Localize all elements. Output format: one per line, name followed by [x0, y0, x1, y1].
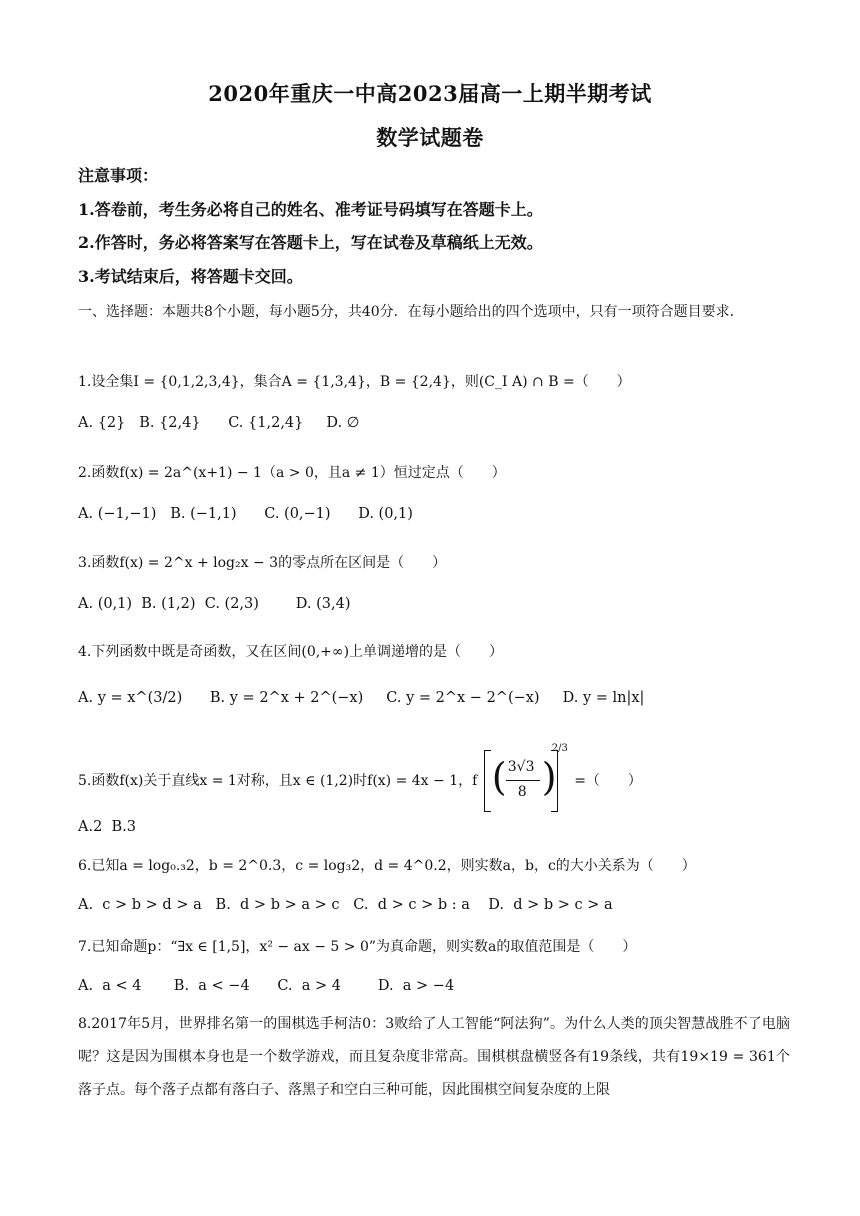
- question-7-options: A. a < 4 B. a < −4 C. a > 4 D. a > −4: [78, 978, 455, 994]
- question-1-stem: 1.设全集I = {0,1,2,3,4}，集合A = {1,3,4}，B = {2,4}，则(C_I A) ∩ B =（ ）: [78, 374, 631, 390]
- section-intro: 一、选择题：本题共8个小题，每小题5分，共40分．在每小题给出的四个选项中，只有一项符合题目要求．: [78, 304, 744, 320]
- question-1-options: A. {2} B. {2,4} C. {1,2,4} D. ∅: [78, 415, 360, 431]
- exam-subtitle: 数学试题卷: [376, 125, 484, 150]
- question-6-stem: 6.已知a = log₀.₃2，b = 2^0.3，c = log₃2，d = 4^0.2，则实数a，b，c的大小关系为（ ）: [78, 858, 696, 874]
- exam-title: 2020年重庆一中高2023届高一上期半期考试: [208, 81, 652, 106]
- notice-item-3: 3.考试结束后，将答题卡交回。: [78, 267, 303, 286]
- question-5-stem: [78, 743, 642, 812]
- question-4-options: A. y = x^(3/2) B. y = 2^x + 2^(−x) C. y = 2^x − 2^(−x) D. y = ln|x|: [78, 690, 645, 706]
- question-2-stem: 2.函数f(x) = 2a^(x+1) − 1（a > 0，且a ≠ 1）恒过定点（ ）: [78, 465, 506, 481]
- notice-item-2: 2.作答时，务必将答案写在答题卡上，写在试卷及草稿纸上无效。: [78, 233, 543, 252]
- left-bracket: [484, 750, 491, 812]
- question-5-stem-after: =（ ）: [574, 773, 642, 789]
- notice-item-1: 1.答卷前，考生务必将自己的姓名、准考证号码填写在答题卡上。: [78, 200, 543, 219]
- right-paren: ): [541, 755, 557, 799]
- question-8-stem: 8.2017年5月，世界排名第一的围棋选手柯洁0：3败给了人工智能“阿法狗”。为什么人类的顶尖智慧战胜不了电脑呢？这是因为围棋本身也是一个数学游戏，而且复杂度非常高。围棋棋盘横竖各有19条线，共有19×19 = 361个落子点。每个落子点都有落白子、落黑子和空白三种可能，因此围棋空间复杂度的上限: [78, 1016, 790, 1098]
- fraction-exponent: 2/3: [551, 743, 568, 754]
- question-5-stem-before: 5.函数f(x)关于直线x = 1对称，且x ∈ (1,2)时f(x) = 4x − 1，f: [78, 773, 478, 789]
- fraction-bar: [506, 780, 540, 781]
- question-2-options: A. (−1,−1) B. (−1,1) C. (0,−1) D. (0,1): [78, 506, 413, 522]
- question-7-stem: 7.已知命题p：“∃x ∈ [1,5]，x² − ax − 5 > 0”为真命题，则实数a的取值范围是（ ）: [78, 939, 637, 955]
- fraction-numerator: 3√3: [507, 759, 535, 775]
- left-paren: (: [491, 755, 507, 799]
- right-bracket: [551, 750, 558, 812]
- question-5-bracket-expression: [484, 743, 568, 812]
- question-4-stem: 4.下列函数中既是奇函数，又在区间(0,+∞)上单调递增的是（ ）: [78, 644, 504, 660]
- question-6-options: A. c > b > d > a B. d > b > a > c C. d > c > b : a D. d > b > c > a: [78, 897, 613, 913]
- question-3-stem: 3.函数f(x) = 2^x + log₂x − 3的零点所在区间是（ ）: [78, 555, 447, 571]
- question-3-options: A. (0,1) B. (1,2) C. (2,3) D. (3,4): [78, 596, 351, 612]
- fraction-denominator: 8: [517, 784, 527, 800]
- notice-heading: 注意事项：: [78, 166, 159, 185]
- question-5-options: A.2 B.3: [78, 819, 137, 835]
